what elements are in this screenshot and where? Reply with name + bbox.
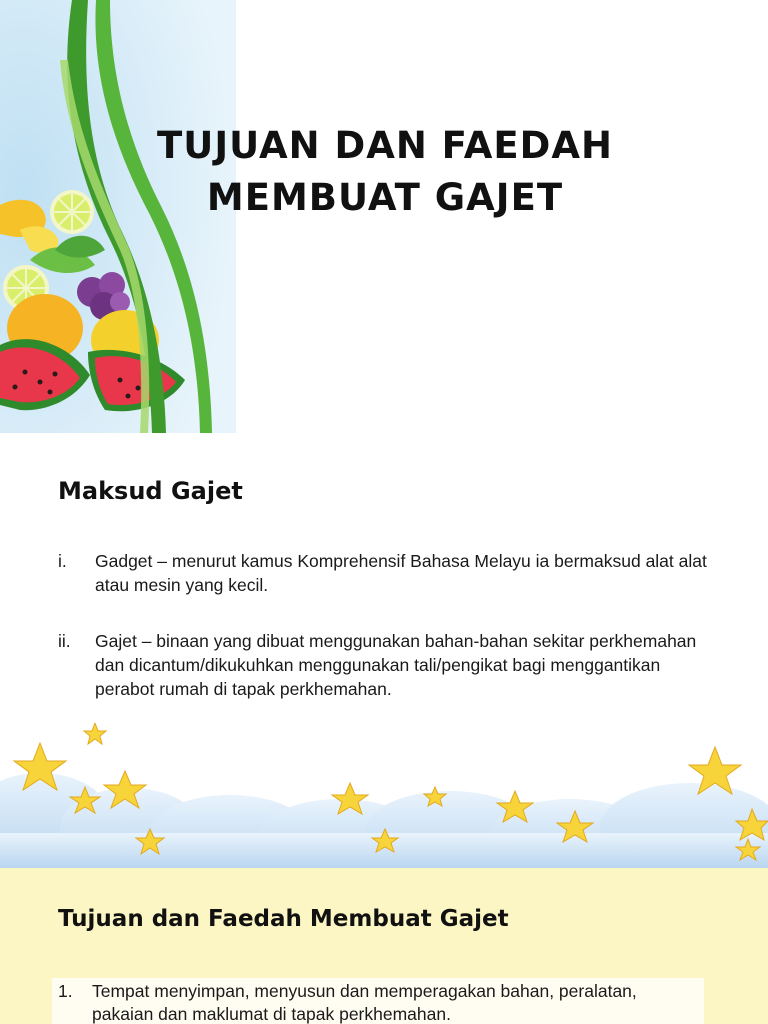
- title-slide: [0, 0, 768, 433]
- purpose-slide: [0, 868, 768, 1024]
- purpose-list: [52, 978, 704, 1024]
- list-marker: ii.: [58, 631, 71, 651]
- list-marker: 1.: [58, 981, 73, 1001]
- list-item: [58, 629, 718, 701]
- slide-title: [150, 120, 620, 224]
- definition-list: [58, 549, 718, 701]
- slide-title-line-2: MEMBUAT GAJET: [206, 176, 564, 219]
- slide-title-line-1: TUJUAN DAN FAEDAH: [157, 124, 613, 167]
- list-item: [58, 980, 698, 1024]
- list-item-text: Gajet – binaan yang dibuat menggunakan bahan-bahan sekitar perkhemahan dan dicantum/dikukuhkan menggunakan tali/pengikat bagi menggantikan perabot rumah di tapak perkhemahan.: [95, 631, 697, 699]
- star-icon: [84, 723, 106, 744]
- clouds-and-stars-illustration: [0, 723, 768, 868]
- list-marker: i.: [58, 551, 67, 571]
- section-heading: Tujuan dan Faedah Membuat Gajet: [58, 906, 509, 932]
- definition-slide: [0, 433, 768, 868]
- list-item: [58, 549, 718, 597]
- list-item-text: Gadget – menurut kamus Komprehensif Bahasa Melayu ia bermaksud alat alat atau mesin yang kecil.: [95, 551, 707, 595]
- list-item-text: Tempat menyimpan, menyusun dan memperagakan bahan, peralatan, pakaian dan maklumat di tapak perkhemahan.: [92, 981, 637, 1024]
- lemon-slice-icon: [52, 192, 92, 232]
- section-heading: Maksud Gajet: [58, 477, 243, 505]
